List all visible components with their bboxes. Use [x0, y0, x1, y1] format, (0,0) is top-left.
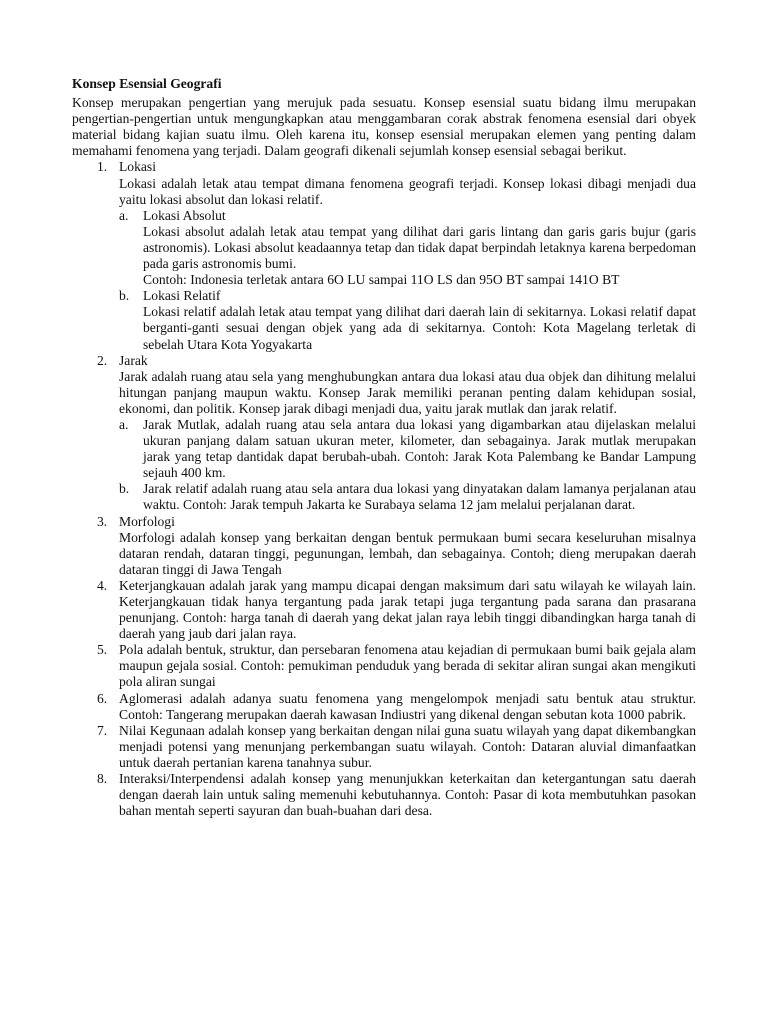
sub-label: Lokasi Relatif	[143, 288, 221, 304]
list-item	[72, 353, 696, 514]
sub-list-item	[119, 288, 696, 352]
sub-letter: a.	[119, 416, 129, 432]
list-item	[72, 642, 696, 690]
item-text: Pola adalah bentuk, struktur, dan persebaran fenomena atau kejadian di permukaan bumi baik gejala alam maupun gejala sosial. Contoh: pemukiman penduduk yang berada di sekitar aliran sungai akan mengikuti pola aliran sungai	[119, 642, 696, 690]
intro-paragraph: Konsep merupakan pengertian yang merujuk pada sesuatu. Konsep esensial suatu bidang ilmu merupakan pengertian-pengertian untuk mengungkapkan atau menggambaran corak abstrak fenomena esensial dari obyek material bidang kajian suatu ilmu. Oleh karena itu, konsep esensial merupakan elemen yang penting dalam memahami fenomena yang terjadi. Dalam geografi dikenali sejumlah konsep esensial sebagai berikut.	[72, 95, 696, 159]
item-label: Morfologi	[119, 513, 175, 529]
sub-list-item	[119, 417, 696, 481]
sub-letter: b.	[119, 288, 130, 304]
document-title: Konsep Esensial Geografi	[72, 76, 222, 91]
list-number: 8.	[97, 771, 108, 787]
item-text: Interaksi/Interpendensi adalah konsep yang menunjukkan keterkaitan dan ketergantungan satu daerah dengan daerah lain untuk saling memenuhi kebutuhannya. Contoh: Pasar di kota membutuhkan pasokan bahan mentah seperti sayuran dan buah-buahan dari desa.	[119, 771, 696, 819]
list-number: 5.	[97, 642, 108, 658]
sub-list	[119, 208, 696, 353]
concept-list	[72, 159, 696, 819]
item-label: Jarak	[119, 352, 148, 368]
sub-example: Contoh: Indonesia terletak antara 6O LU sampai 11O LS dan 95O BT sampai 141O BT	[143, 272, 620, 288]
list-item	[72, 514, 696, 578]
sub-list-item	[119, 481, 696, 513]
list-number: 7.	[97, 722, 108, 738]
sub-list	[119, 417, 696, 514]
list-item	[72, 691, 696, 723]
sub-text: Lokasi relatif adalah letak atau tempat yang dilihat dari daerah lain di sekitarnya. Lokasi relatif dapat berganti-ganti sesuai dengan objek yang ada di sekitarnya. Contoh: Kota Magelang terletak di sebelah Utara Kota Yogyakarta	[143, 304, 696, 352]
list-item	[72, 159, 696, 352]
item-text: Jarak adalah ruang atau sela yang menghubungkan antara dua lokasi atau dua objek dan dihitung melalui hitungan panjang maupun waktu. Konsep Jarak memiliki peranan penting dalam kehidupan sosial, ekonomi, dan politik. Konsep jarak dibagi menjadi dua, yaitu jarak mutlak dan jarak relatif.	[119, 368, 696, 416]
list-item	[72, 723, 696, 771]
list-item	[72, 578, 696, 642]
item-text: Lokasi adalah letak atau tempat dimana fenomena geografi terjadi. Konsep lokasi dibagi menjadi dua yaitu lokasi absolut dan lokasi relatif.	[119, 175, 696, 207]
list-number: 2.	[97, 352, 108, 368]
sub-text: Jarak Mutlak, adalah ruang atau sela antara dua lokasi yang digambarkan atau dijelaskan melalui ukuran panjang dalam satuan ukuran meter, kilometer, dan sebagainya. Jarak mutlak merupakan jarak yang tetap dantidak dapat berubah-ubah. Contoh: Jarak Kota Palembang ke Bandar Lampung sejauh 400 km.	[143, 416, 696, 481]
item-label: Lokasi	[119, 159, 156, 175]
sub-letter: a.	[119, 207, 129, 223]
item-text: Morfologi adalah konsep yang berkaitan dengan bentuk permukaan bumi secara keseluruhan misalnya dataran rendah, dataran tinggi, pegunungan, lembah, dan sebagainya. Contoh; dieng merupakan daerah dataran tinggi di Jawa Tengah	[119, 529, 696, 577]
sub-letter: b.	[119, 481, 130, 497]
list-number: 6.	[97, 690, 108, 706]
item-text: Keterjangkauan adalah jarak yang mampu dicapai dengan maksimum dari satu wilayah ke wilayah lain. Keterjangkauan tidak hanya tergantung pada jarak tetapi juga tergantung pada sarana dan prasarana penunjang. Contoh: harga tanah di daerah yang dekat jalan raya lebih tinggi dibandingkan harga tanah di daerah yang jaub dari jalan raya.	[119, 577, 696, 642]
item-text: Nilai Kegunaan adalah konsep yang berkaitan dengan nilai guna suatu wilayah yang dapat dikembangkan menjadi potensi yang menunjang perkembangan suatu wilayah. Contoh: Dataran aluvial dimanfaatkan untuk daerah pertanian karena tanahnya subur.	[119, 722, 696, 770]
sub-list-item	[119, 208, 696, 288]
sub-text: Jarak relatif adalah ruang atau sela antara dua lokasi yang dinyatakan dalam lamanya perjalanan atau waktu. Contoh: Jarak tempuh Jakarta ke Surabaya selama 12 jam melalui perjalanan darat.	[143, 481, 696, 513]
list-number: 4.	[97, 577, 108, 593]
list-number: 3.	[97, 513, 108, 529]
list-item	[72, 771, 696, 819]
list-number: 1.	[97, 159, 108, 175]
item-text: Aglomerasi adalah adanya suatu fenomena yang mengelompok menjadi satu bentuk atau struktur. Contoh: Tangerang merupakan daerah kawasan Indiustri yang dikenal dengan sebutan kota 1000 pabrik.	[119, 690, 696, 722]
sub-text: Lokasi absolut adalah letak atau tempat yang dilihat dari garis lintang dan garis garis bujur (garis astronomis). Lokasi absolut keadaannya tetap dan tidak dapat berpindah letaknya karena berpedoman pada garis astronomis bumi.	[143, 223, 696, 272]
sub-label: Lokasi Absolut	[143, 207, 226, 223]
